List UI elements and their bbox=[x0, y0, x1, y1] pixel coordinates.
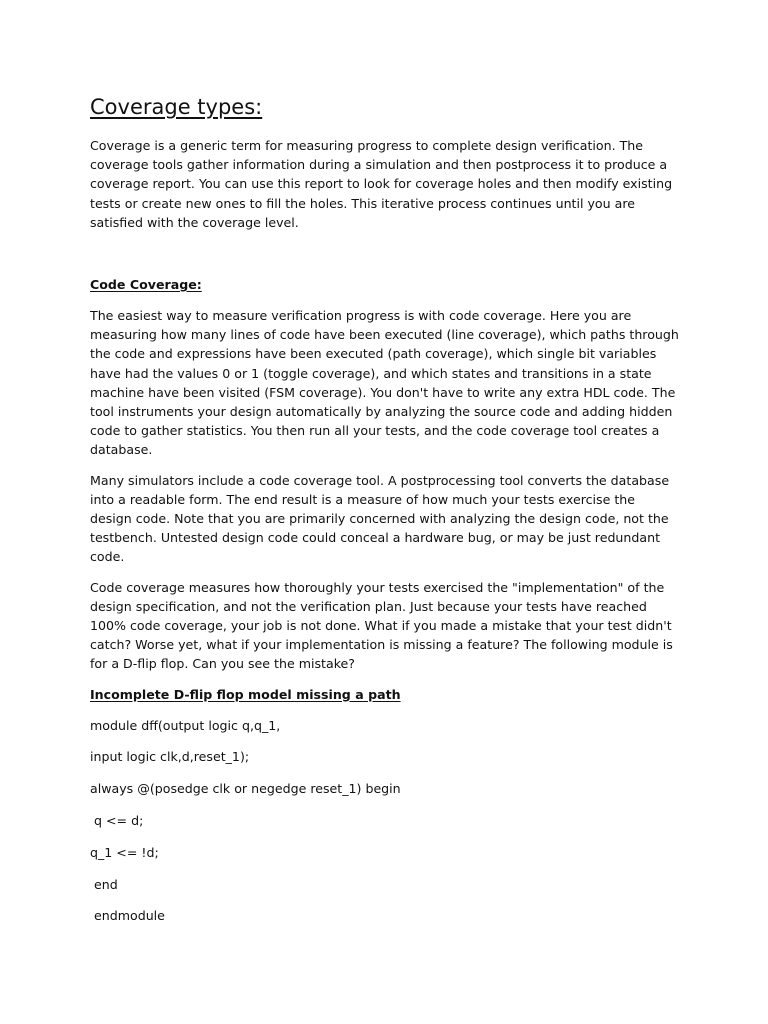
code-line: module dff(output logic q,q_1, bbox=[90, 717, 281, 733]
code-line: q <= d; bbox=[90, 813, 144, 829]
code-coverage-paragraph-3: Code coverage measures how thoroughly your tests exercised the "implementation" of the design specification, and not the verification plan. Just because your tests have reached 100% code coverage, your job is not done. What if you made a mistake that your test didn't catch? Worse yet, what if your implementation is missing a feature? The following module is for a D-flip flop. Can you see the mistake? bbox=[90, 579, 673, 672]
code-coverage-paragraph-2: Many simulators include a code coverage tool. A postprocessing tool converts the database into a readable form. The end result is a measure of how much your tests exercise the design code. Note that you are primarily concerned with analyzing the design code, not the testbench. Untested design code could conceal a hardware bug, or may be just redundant code. bbox=[90, 472, 670, 565]
code-line: endmodule bbox=[90, 908, 165, 924]
code-line: input logic clk,d,reset_1); bbox=[90, 749, 250, 765]
code-listing bbox=[90, 716, 680, 926]
code-line: always @(posedge clk or negedge reset_1) begin bbox=[90, 781, 401, 797]
code-line: end bbox=[90, 876, 118, 892]
intro-paragraph: Coverage is a generic term for measuring progress to complete design verification. The coverage tools gather information during a simulation and then postprocess it to produce a coverage report. You can use this report to look for coverage holes and then modify existing tests or create new ones to fill the holes. This iterative process continues until you are satisfied with the coverage level. bbox=[90, 138, 673, 230]
code-coverage-paragraph-1: The easiest way to measure verification progress is with code coverage. Here you are measuring how many lines of code have been executed (line coverage), which paths through the code and expressions have been executed (path coverage), which single bit variables have had the values 0 or 1 (toggle coverage), and which states and transitions in a state machine have been visited (FSM coverage). You don't have to write any extra HDL code. The tool instruments your design automatically by analyzing the source code and adding hidden code to gather statistics. You then run all your tests, and the code coverage tool creates a database. bbox=[90, 308, 679, 458]
code-coverage-heading: Code Coverage: bbox=[90, 277, 202, 293]
document-page bbox=[90, 92, 680, 938]
dff-example-heading: Incomplete D-flip flop model missing a path bbox=[90, 686, 401, 702]
code-line: q_1 <= !d; bbox=[90, 844, 159, 860]
page-title: Coverage types: bbox=[90, 95, 263, 119]
